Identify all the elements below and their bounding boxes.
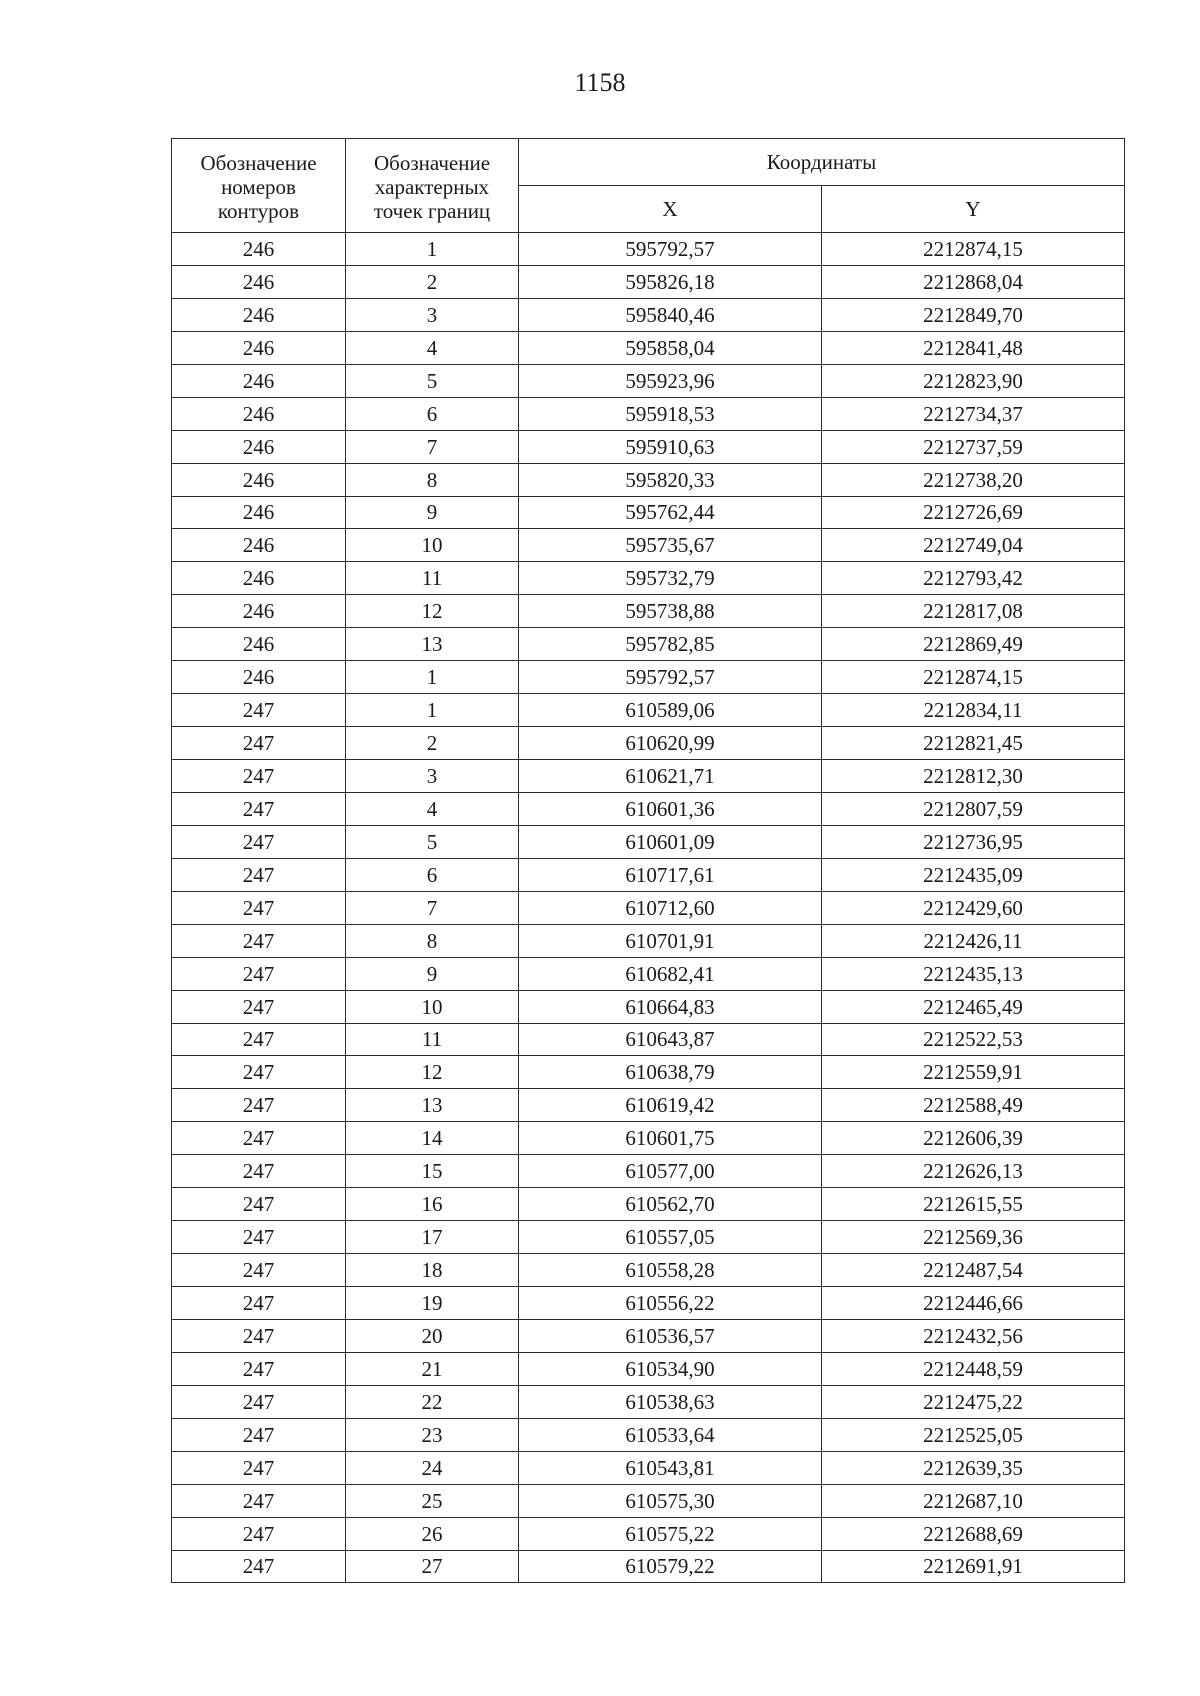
contour-cell: 247 xyxy=(172,1517,346,1550)
point-cell: 2 xyxy=(346,727,519,760)
header-contour-line-1: Обозначение xyxy=(200,150,317,175)
x-cell: 610558,28 xyxy=(519,1254,822,1287)
contour-cell: 246 xyxy=(172,628,346,661)
table-row xyxy=(172,1385,1125,1418)
point-cell: 15 xyxy=(346,1155,519,1188)
point-cell: 19 xyxy=(346,1287,519,1320)
table-row xyxy=(172,1155,1125,1188)
point-cell: 6 xyxy=(346,397,519,430)
x-cell: 610620,99 xyxy=(519,727,822,760)
y-cell: 2212817,08 xyxy=(822,595,1125,628)
x-cell: 610643,87 xyxy=(519,1023,822,1056)
point-cell: 11 xyxy=(346,1023,519,1056)
contour-cell: 247 xyxy=(172,694,346,727)
contour-cell: 247 xyxy=(172,825,346,858)
table-row xyxy=(172,990,1125,1023)
x-cell: 610536,57 xyxy=(519,1319,822,1352)
point-cell: 20 xyxy=(346,1319,519,1352)
x-cell: 610577,00 xyxy=(519,1155,822,1188)
x-cell: 595735,67 xyxy=(519,529,822,562)
table-row xyxy=(172,1254,1125,1287)
table-row xyxy=(172,1517,1125,1550)
contour-cell: 247 xyxy=(172,1023,346,1056)
point-cell: 14 xyxy=(346,1122,519,1155)
table-row xyxy=(172,496,1125,529)
table-row xyxy=(172,924,1125,957)
y-cell: 2212841,48 xyxy=(822,331,1125,364)
y-cell: 2212869,49 xyxy=(822,628,1125,661)
x-cell: 610601,75 xyxy=(519,1122,822,1155)
table-row xyxy=(172,463,1125,496)
point-cell: 5 xyxy=(346,825,519,858)
contour-cell: 247 xyxy=(172,1221,346,1254)
point-cell: 7 xyxy=(346,430,519,463)
y-cell: 2212868,04 xyxy=(822,265,1125,298)
point-cell: 9 xyxy=(346,957,519,990)
contour-cell: 247 xyxy=(172,1089,346,1122)
x-cell: 595782,85 xyxy=(519,628,822,661)
table-body xyxy=(172,233,1125,1583)
x-cell: 595738,88 xyxy=(519,595,822,628)
table-row xyxy=(172,529,1125,562)
x-cell: 610717,61 xyxy=(519,858,822,891)
y-cell: 2212588,49 xyxy=(822,1089,1125,1122)
contour-cell: 247 xyxy=(172,1484,346,1517)
point-cell: 10 xyxy=(346,529,519,562)
contour-cell: 247 xyxy=(172,760,346,793)
table-row xyxy=(172,1188,1125,1221)
point-cell: 21 xyxy=(346,1352,519,1385)
contour-cell: 246 xyxy=(172,233,346,266)
y-cell: 2212807,59 xyxy=(822,792,1125,825)
table-row xyxy=(172,1089,1125,1122)
y-cell: 2212726,69 xyxy=(822,496,1125,529)
point-cell: 23 xyxy=(346,1418,519,1451)
point-cell: 12 xyxy=(346,595,519,628)
y-cell: 2212435,13 xyxy=(822,957,1125,990)
y-cell: 2212874,15 xyxy=(822,661,1125,694)
table-row xyxy=(172,661,1125,694)
table-row xyxy=(172,694,1125,727)
y-cell: 2212823,90 xyxy=(822,364,1125,397)
y-cell: 2212487,54 xyxy=(822,1254,1125,1287)
x-cell: 610562,70 xyxy=(519,1188,822,1221)
contour-cell: 247 xyxy=(172,1254,346,1287)
x-cell: 610621,71 xyxy=(519,760,822,793)
table-row xyxy=(172,727,1125,760)
contour-cell: 246 xyxy=(172,496,346,529)
point-cell: 10 xyxy=(346,990,519,1023)
y-cell: 2212426,11 xyxy=(822,924,1125,957)
point-cell: 4 xyxy=(346,331,519,364)
point-cell: 25 xyxy=(346,1484,519,1517)
y-cell: 2212734,37 xyxy=(822,397,1125,430)
y-cell: 2212569,36 xyxy=(822,1221,1125,1254)
contour-cell: 246 xyxy=(172,595,346,628)
coordinates-table xyxy=(171,138,1125,1583)
x-cell: 610579,22 xyxy=(519,1550,822,1583)
header-point-line-2: характерных xyxy=(374,174,490,199)
point-cell: 1 xyxy=(346,661,519,694)
x-cell: 610712,60 xyxy=(519,891,822,924)
table-row xyxy=(172,1122,1125,1155)
contour-cell: 246 xyxy=(172,364,346,397)
point-cell: 1 xyxy=(346,233,519,266)
point-cell: 22 xyxy=(346,1385,519,1418)
x-cell: 610601,09 xyxy=(519,825,822,858)
table-row xyxy=(172,1484,1125,1517)
x-cell: 610575,22 xyxy=(519,1517,822,1550)
contour-cell: 247 xyxy=(172,1352,346,1385)
point-cell: 7 xyxy=(346,891,519,924)
y-cell: 2212749,04 xyxy=(822,529,1125,562)
point-cell: 13 xyxy=(346,1089,519,1122)
y-cell: 2212738,20 xyxy=(822,463,1125,496)
x-cell: 610682,41 xyxy=(519,957,822,990)
contour-cell: 246 xyxy=(172,529,346,562)
point-cell: 17 xyxy=(346,1221,519,1254)
contour-cell: 247 xyxy=(172,891,346,924)
y-cell: 2212465,49 xyxy=(822,990,1125,1023)
table-row xyxy=(172,957,1125,990)
x-cell: 610701,91 xyxy=(519,924,822,957)
point-cell: 27 xyxy=(346,1550,519,1583)
table-row xyxy=(172,1287,1125,1320)
table-row xyxy=(172,825,1125,858)
point-cell: 2 xyxy=(346,265,519,298)
y-cell: 2212687,10 xyxy=(822,1484,1125,1517)
header-point-line-1: Обозначение xyxy=(373,150,491,175)
table-row xyxy=(172,397,1125,430)
y-cell: 2212626,13 xyxy=(822,1155,1125,1188)
y-cell: 2212691,91 xyxy=(822,1550,1125,1583)
table-row xyxy=(172,298,1125,331)
x-cell: 595840,46 xyxy=(519,298,822,331)
header-contour-line-3: контуров xyxy=(217,198,300,223)
table-row xyxy=(172,1451,1125,1484)
x-cell: 610664,83 xyxy=(519,990,822,1023)
table-row xyxy=(172,1023,1125,1056)
point-cell: 18 xyxy=(346,1254,519,1287)
contour-cell: 247 xyxy=(172,990,346,1023)
contour-cell: 247 xyxy=(172,858,346,891)
table-row xyxy=(172,1550,1125,1583)
y-cell: 2212736,95 xyxy=(822,825,1125,858)
point-cell: 5 xyxy=(346,364,519,397)
contour-cell: 247 xyxy=(172,1188,346,1221)
x-cell: 595910,63 xyxy=(519,430,822,463)
contour-cell: 247 xyxy=(172,727,346,760)
y-cell: 2212849,70 xyxy=(822,298,1125,331)
contour-cell: 247 xyxy=(172,924,346,957)
table-row xyxy=(172,858,1125,891)
contour-cell: 247 xyxy=(172,957,346,990)
point-cell: 16 xyxy=(346,1188,519,1221)
x-cell: 595923,96 xyxy=(519,364,822,397)
point-cell: 1 xyxy=(346,694,519,727)
x-cell: 595792,57 xyxy=(519,233,822,266)
table-row xyxy=(172,233,1125,266)
header-boundary-points xyxy=(346,139,519,233)
y-cell: 2212475,22 xyxy=(822,1385,1125,1418)
x-cell: 610638,79 xyxy=(519,1056,822,1089)
table-header xyxy=(172,139,1125,233)
x-cell: 595762,44 xyxy=(519,496,822,529)
table-row xyxy=(172,562,1125,595)
contour-cell: 247 xyxy=(172,1319,346,1352)
y-cell: 2212432,56 xyxy=(822,1319,1125,1352)
x-cell: 610533,64 xyxy=(519,1418,822,1451)
contour-cell: 246 xyxy=(172,331,346,364)
y-cell: 2212821,45 xyxy=(822,727,1125,760)
y-cell: 2212606,39 xyxy=(822,1122,1125,1155)
x-cell: 610538,63 xyxy=(519,1385,822,1418)
table-row xyxy=(172,1221,1125,1254)
point-cell: 12 xyxy=(346,1056,519,1089)
y-cell: 2212737,59 xyxy=(822,430,1125,463)
y-cell: 2212525,05 xyxy=(822,1418,1125,1451)
x-cell: 595792,57 xyxy=(519,661,822,694)
y-cell: 2212793,42 xyxy=(822,562,1125,595)
point-cell: 26 xyxy=(346,1517,519,1550)
x-cell: 610556,22 xyxy=(519,1287,822,1320)
x-cell: 610601,36 xyxy=(519,792,822,825)
y-cell: 2212435,09 xyxy=(822,858,1125,891)
point-cell: 6 xyxy=(346,858,519,891)
header-coordinates: Координаты xyxy=(519,139,1125,186)
header-x: X xyxy=(519,186,822,233)
contour-cell: 247 xyxy=(172,792,346,825)
x-cell: 595918,53 xyxy=(519,397,822,430)
contour-cell: 247 xyxy=(172,1550,346,1583)
x-cell: 610589,06 xyxy=(519,694,822,727)
point-cell: 4 xyxy=(346,792,519,825)
contour-cell: 246 xyxy=(172,463,346,496)
table-row xyxy=(172,1319,1125,1352)
contour-cell: 246 xyxy=(172,397,346,430)
y-cell: 2212639,35 xyxy=(822,1451,1125,1484)
x-cell: 595858,04 xyxy=(519,331,822,364)
contour-cell: 246 xyxy=(172,562,346,595)
contour-cell: 246 xyxy=(172,430,346,463)
y-cell: 2212812,30 xyxy=(822,760,1125,793)
point-cell: 24 xyxy=(346,1451,519,1484)
table-row xyxy=(172,364,1125,397)
table-row xyxy=(172,628,1125,661)
table-row xyxy=(172,792,1125,825)
table-row xyxy=(172,331,1125,364)
x-cell: 595820,33 xyxy=(519,463,822,496)
header-y: Y xyxy=(822,186,1125,233)
contour-cell: 246 xyxy=(172,298,346,331)
y-cell: 2212559,91 xyxy=(822,1056,1125,1089)
table-row xyxy=(172,760,1125,793)
table-row xyxy=(172,891,1125,924)
table-row xyxy=(172,1352,1125,1385)
header-contour-numbers xyxy=(172,139,346,233)
point-cell: 3 xyxy=(346,298,519,331)
y-cell: 2212429,60 xyxy=(822,891,1125,924)
y-cell: 2212688,69 xyxy=(822,1517,1125,1550)
y-cell: 2212874,15 xyxy=(822,233,1125,266)
page-number: 1158 xyxy=(574,68,626,97)
y-cell: 2212446,66 xyxy=(822,1287,1125,1320)
contour-cell: 247 xyxy=(172,1418,346,1451)
header-point-line-3: точек границ xyxy=(373,198,491,223)
y-cell: 2212522,53 xyxy=(822,1023,1125,1056)
y-cell: 2212448,59 xyxy=(822,1352,1125,1385)
table-row xyxy=(172,595,1125,628)
x-cell: 610543,81 xyxy=(519,1451,822,1484)
table-row xyxy=(172,1418,1125,1451)
point-cell: 11 xyxy=(346,562,519,595)
x-cell: 595826,18 xyxy=(519,265,822,298)
x-cell: 610557,05 xyxy=(519,1221,822,1254)
point-cell: 3 xyxy=(346,760,519,793)
header-contour-line-2: номеров xyxy=(221,174,296,199)
point-cell: 13 xyxy=(346,628,519,661)
contour-cell: 246 xyxy=(172,661,346,694)
contour-cell: 247 xyxy=(172,1056,346,1089)
x-cell: 610534,90 xyxy=(519,1352,822,1385)
x-cell: 610619,42 xyxy=(519,1089,822,1122)
table-row xyxy=(172,265,1125,298)
x-cell: 595732,79 xyxy=(519,562,822,595)
y-cell: 2212834,11 xyxy=(822,694,1125,727)
table-row xyxy=(172,1056,1125,1089)
table-row xyxy=(172,430,1125,463)
contour-cell: 247 xyxy=(172,1385,346,1418)
point-cell: 9 xyxy=(346,496,519,529)
contour-cell: 246 xyxy=(172,265,346,298)
point-cell: 8 xyxy=(346,924,519,957)
contour-cell: 247 xyxy=(172,1287,346,1320)
y-cell: 2212615,55 xyxy=(822,1188,1125,1221)
contour-cell: 247 xyxy=(172,1155,346,1188)
x-cell: 610575,30 xyxy=(519,1484,822,1517)
point-cell: 8 xyxy=(346,463,519,496)
contour-cell: 247 xyxy=(172,1451,346,1484)
contour-cell: 247 xyxy=(172,1122,346,1155)
